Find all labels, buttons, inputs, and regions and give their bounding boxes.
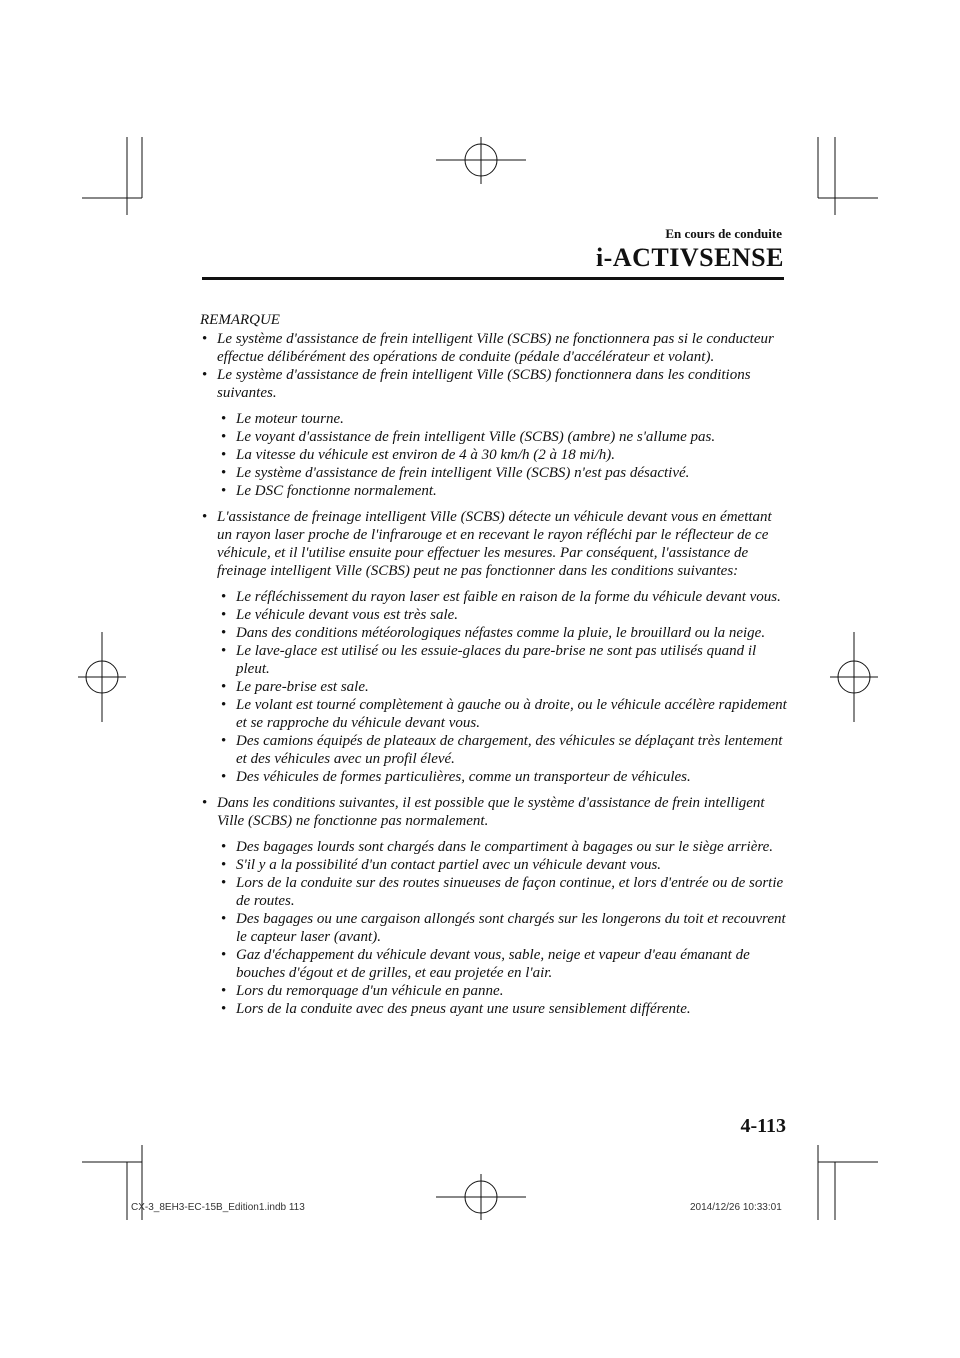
sub-item <box>200 464 790 482</box>
sub-item <box>200 446 790 464</box>
sub-item-text: La vitesse du véhicule est environ de 4 à 30 km/h (2 à 18 mi/h). <box>236 447 615 463</box>
sub-item-text: Le réfléchissement du rayon laser est faible en raison de la forme du véhicule devant vous. <box>236 589 781 605</box>
sub-item <box>200 1000 790 1018</box>
bullet-icon: • <box>221 411 227 427</box>
note-item <box>200 366 790 402</box>
bullet-icon: • <box>202 509 208 525</box>
bullet-icon: • <box>221 839 227 855</box>
bullet-icon: • <box>221 625 227 641</box>
note-item <box>200 330 790 366</box>
sub-item-text: Le pare-brise est sale. <box>236 679 369 695</box>
note-item-text: L'assistance de freinage intelligent Ville (SCBS) détecte un véhicule devant vous en émettant un rayon laser proche de l'infrarouge et en recevant le rayon réfléchi par le réflecteur de ce véhicule, et il l'utilise ensuite pour effectuer les mesures. Par conséquent, l'assistance de freinage intelligent Ville (SCBS) peut ne pas fonctionner dans les conditions suivantes: <box>217 509 772 579</box>
print-timestamp: 2014/12/26 10:33:01 <box>690 1202 782 1213</box>
sub-list <box>200 410 790 500</box>
bullet-icon: • <box>221 947 227 963</box>
page-title: i-ACTIVSENSE <box>595 243 784 272</box>
bullet-icon: • <box>221 483 227 499</box>
sub-item <box>200 678 790 696</box>
sub-item-text: Des véhicules de formes particulières, comme un transporteur de véhicules. <box>236 769 691 785</box>
bullet-icon: • <box>221 857 227 873</box>
bullet-icon: • <box>202 367 208 383</box>
sub-item-text: Le voyant d'assistance de frein intelligent Ville (SCBS) (ambre) ne s'allume pas. <box>236 429 716 445</box>
sub-item-text: Des bagages ou une cargaison allongés sont chargés sur les longerons du toit et recouvrent le capteur laser (avant). <box>236 911 786 945</box>
sub-item <box>200 428 790 446</box>
sub-item-text: Lors de la conduite avec des pneus ayant une usure sensiblement différente. <box>236 1001 691 1017</box>
sub-item <box>200 856 790 874</box>
bullet-icon: • <box>221 733 227 749</box>
note-block <box>200 311 790 1018</box>
bullet-icon: • <box>221 875 227 891</box>
bullet-icon: • <box>221 589 227 605</box>
note-item-text: Le système d'assistance de frein intelligent Ville (SCBS) ne fonctionnera pas si le conducteur effectue délibérément des opérations de conduite (pédale d'accélérateur et volant). <box>217 331 774 365</box>
sub-item-text: Le lave-glace est utilisé ou les essuie-glaces du pare-brise ne sont pas utilisés quand il pleut. <box>236 643 757 677</box>
sub-item <box>200 874 790 910</box>
note-item <box>200 794 790 830</box>
bullet-icon: • <box>221 429 227 445</box>
sub-item-text: Le volant est tourné complètement à gauche ou à droite, ou le véhicule accélère rapidement et se rapproche du véhicule devant vous. <box>236 697 787 731</box>
sub-item-text: Gaz d'échappement du véhicule devant vous, sable, neige et vapeur d'eau émanant de bouches d'égout et de grilles, et eau projetée en l'air. <box>236 947 750 981</box>
sub-item-text: Le système d'assistance de frein intelligent Ville (SCBS) n'est pas désactivé. <box>236 465 690 481</box>
sub-item <box>200 910 790 946</box>
bullet-icon: • <box>221 447 227 463</box>
sub-item <box>200 732 790 768</box>
sub-item-text: Lors de la conduite sur des routes sinueuses de façon continue, et lors d'entrée ou de sortie de routes. <box>236 875 784 909</box>
sub-item-text: Lors du remorquage d'un véhicule en panne. <box>236 983 504 999</box>
note-item-text: Le système d'assistance de frein intelligent Ville (SCBS) fonctionnera dans les conditions suivantes. <box>217 367 751 401</box>
bullet-icon: • <box>221 697 227 713</box>
sub-list <box>200 588 790 786</box>
print-file-info: CX-3_8EH3-EC-15B_Edition1.indb 113 <box>131 1202 305 1213</box>
title-divider <box>202 277 784 280</box>
section-label: En cours de conduite <box>665 226 782 241</box>
bullet-icon: • <box>221 679 227 695</box>
sub-item <box>200 838 790 856</box>
sub-item-text: S'il y a la possibilité d'un contact partiel avec un véhicule devant vous. <box>236 857 662 873</box>
sub-item <box>200 482 790 500</box>
sub-item-text: Le DSC fonctionne normalement. <box>236 483 437 499</box>
sub-item-text: Des camions équipés de plateaux de chargement, des véhicules se déplaçant très lentement et des véhicules avec un profil élevé. <box>236 733 783 767</box>
bullet-icon: • <box>221 643 227 659</box>
note-item <box>200 508 790 580</box>
bullet-icon: • <box>221 911 227 927</box>
sub-item <box>200 410 790 428</box>
sub-item <box>200 696 790 732</box>
sub-item-text: Le véhicule devant vous est très sale. <box>236 607 459 623</box>
sub-item <box>200 946 790 982</box>
sub-item-text: Le moteur tourne. <box>236 411 344 427</box>
page-number: 4-113 <box>740 1115 786 1137</box>
bullet-icon: • <box>221 607 227 623</box>
bullet-icon: • <box>221 465 227 481</box>
note-item-text: Dans les conditions suivantes, il est possible que le système d'assistance de frein intelligent Ville (SCBS) ne fonctionne pas normalement. <box>217 795 765 829</box>
bullet-icon: • <box>202 795 208 811</box>
sub-item <box>200 588 790 606</box>
sub-item <box>200 606 790 624</box>
note-heading: REMARQUE <box>200 312 280 328</box>
sub-item-text: Des bagages lourds sont chargés dans le compartiment à bagages ou sur le siège arrière. <box>236 839 774 855</box>
sub-item <box>200 982 790 1000</box>
sub-item <box>200 642 790 678</box>
bullet-icon: • <box>221 983 227 999</box>
bullet-icon: • <box>202 331 208 347</box>
sub-item-text: Dans des conditions météorologiques néfastes comme la pluie, le brouillard ou la neige. <box>236 625 766 641</box>
sub-item <box>200 624 790 642</box>
bullet-icon: • <box>221 769 227 785</box>
sub-list <box>200 838 790 1018</box>
bullet-icon: • <box>221 1001 227 1017</box>
sub-item <box>200 768 790 786</box>
